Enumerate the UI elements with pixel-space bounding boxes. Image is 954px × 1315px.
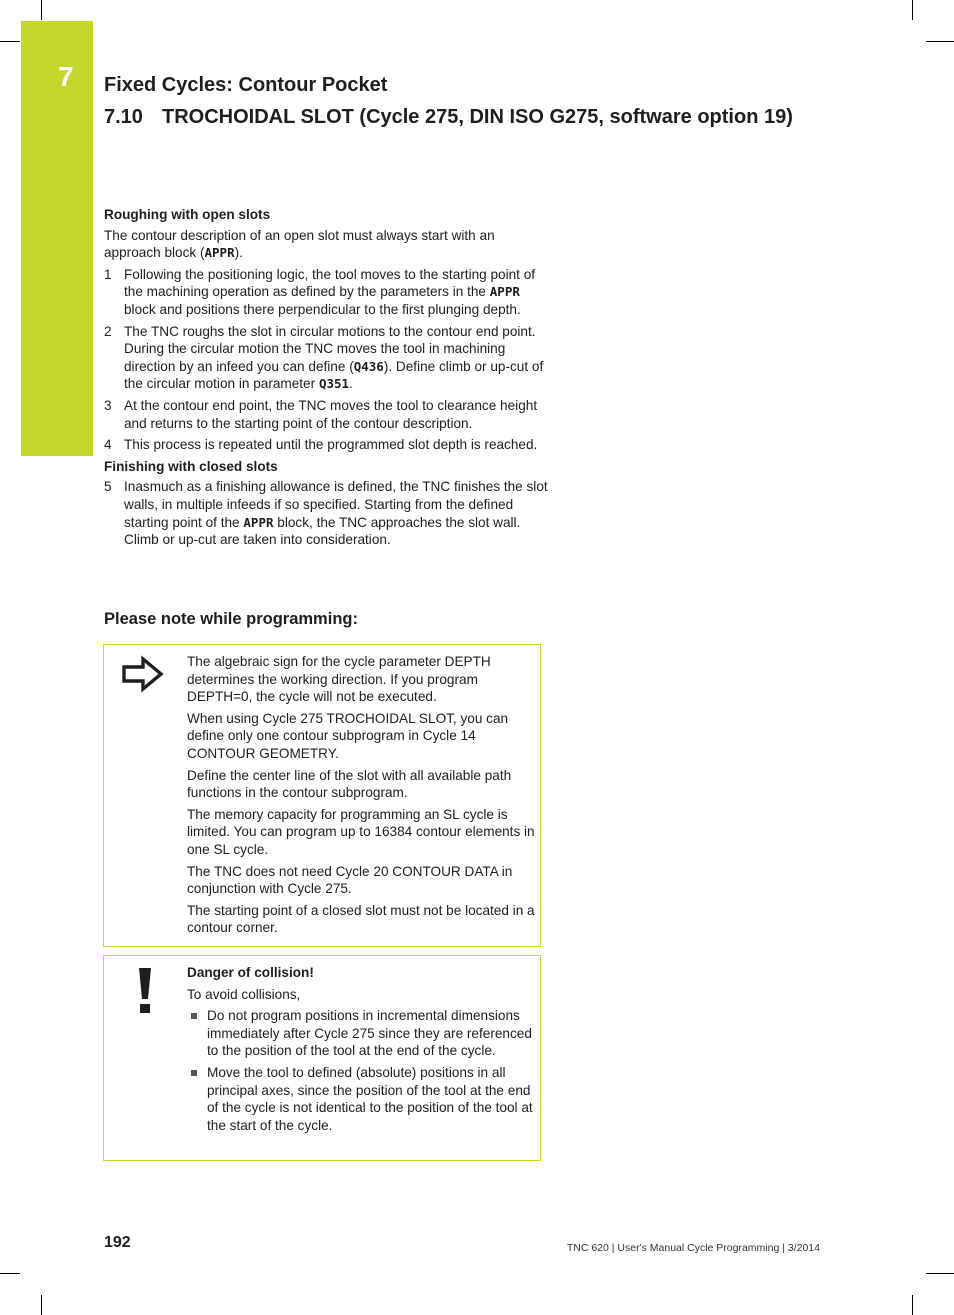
step-number: 5 (104, 479, 112, 495)
chapter-tab (21, 21, 93, 456)
body-text (104, 204, 554, 553)
section-title (104, 104, 793, 130)
keyword: Q436 (353, 358, 384, 374)
step-number: 4 (104, 437, 112, 453)
text-run: This process is repeated until the programmed slot depth is reached. (124, 437, 538, 453)
note-item: Define the center line of the slot with all available path functions in the contour subprogram. (187, 767, 512, 801)
note-box (103, 644, 541, 947)
note-item: When using Cycle 275 TROCHOIDAL SLOT, you can define only one contour subprogram in Cycle 14 CONTOUR GEOMETRY. (187, 710, 509, 761)
exclamation-icon (135, 968, 155, 1016)
text-run: At the contour end point, the TNC moves the tool to clearance height and returns to the starting point of the contour description. (124, 397, 538, 431)
note-item: The starting point of a closed slot must not be located in a contour corner. (187, 902, 535, 936)
arrow-right-icon (121, 655, 165, 693)
keyword: APPR (204, 245, 235, 261)
keyword: Q351 (318, 376, 350, 392)
step-number: 1 (104, 266, 112, 282)
text-run: Inasmuch as a finishing allowance is defined, the TNC finishes the slot walls, in multiple infeeds if so specified. Starting from the defined starting point of the (124, 479, 548, 530)
text-run: block and positions there perpendicular to the first plunging depth. (124, 301, 521, 317)
bullet-text: Move the tool to defined (absolute) positions in all principal axes, since the position of the tool at the end of the cycle is not identical to the position of the tool at the start of the cycle. (207, 1064, 533, 1133)
danger-content (187, 964, 537, 1138)
crop-mark (41, 0, 42, 20)
text-run: block, the TNC approaches the slot wall. Climb or up-cut are taken into consideration. (124, 514, 521, 548)
text-run: Following the positioning logic, the tool moves to the starting point of the machining operation as defined by the parameters in the (124, 266, 536, 300)
crop-mark (912, 1295, 913, 1315)
note-item: The TNC does not need Cycle 20 CONTOUR DATA in conjunction with Cycle 275. (187, 863, 513, 897)
bullet-text: Do not program positions in incremental dimensions immediately after Cycle 275 since they are referenced to the position of the tool at the end of the cycle. (207, 1008, 532, 1059)
roughing-intro (104, 227, 554, 262)
step-5 (104, 478, 554, 548)
step-number: 2 (104, 323, 112, 339)
text-run: The contour description of an open slot must always start with an approach block ( (104, 227, 495, 261)
note-content (187, 653, 537, 941)
section-title-text: TROCHOIDAL SLOT (Cycle 275, DIN ISO G275, software option 19) (162, 106, 793, 128)
chapter-number: 7 (58, 61, 74, 92)
keyword: APPR (489, 284, 520, 300)
step-1 (104, 266, 554, 319)
bullet-square (191, 1013, 197, 1019)
text-run: ). Define climb or up-cut of the circular motion in parameter (124, 358, 544, 392)
danger-title: Danger of collision! (187, 965, 314, 980)
step-number: 3 (104, 397, 112, 413)
bullet-square (191, 1070, 197, 1076)
step-4 (104, 436, 554, 454)
note-title: Please note while programming: (104, 610, 358, 628)
danger-bullet (187, 1064, 537, 1134)
crop-mark (41, 1295, 42, 1315)
step-3 (104, 397, 554, 432)
crop-mark (926, 1273, 954, 1274)
chapter-title: Fixed Cycles: Contour Pocket (104, 74, 388, 96)
section-number: 7.10 (104, 106, 143, 128)
danger-intro: To avoid collisions, (187, 986, 301, 1002)
crop-mark (926, 41, 954, 42)
step-2 (104, 323, 554, 393)
roughing-heading: Roughing with open slots (104, 207, 271, 222)
finishing-heading: Finishing with closed slots (104, 458, 278, 474)
crop-mark (0, 41, 20, 42)
text-run: ). (234, 245, 243, 261)
page-number: 192 (104, 1234, 131, 1251)
crop-mark (912, 0, 913, 20)
text-run: The TNC roughs the slot in circular motions to the contour end point. During the circular motion the TNC moves the tool in machining direction by an infeed you can define ( (124, 323, 536, 374)
keyword: APPR (243, 514, 274, 530)
danger-box (103, 955, 541, 1161)
note-item: The algebraic sign for the cycle parameter DEPTH determines the working direction. If you program DEPTH=0, the cycle will not be executed. (187, 654, 491, 705)
footer-reference: TNC 620 | User's Manual Cycle Programming | 3/2014 (566, 1242, 820, 1254)
note-item: The memory capacity for programming an SL cycle is limited. You can program up to 16384 contour elements in one SL cycle. (187, 806, 535, 857)
crop-mark (0, 1273, 20, 1274)
danger-bullet (187, 1007, 537, 1060)
text-run: . (349, 376, 353, 392)
